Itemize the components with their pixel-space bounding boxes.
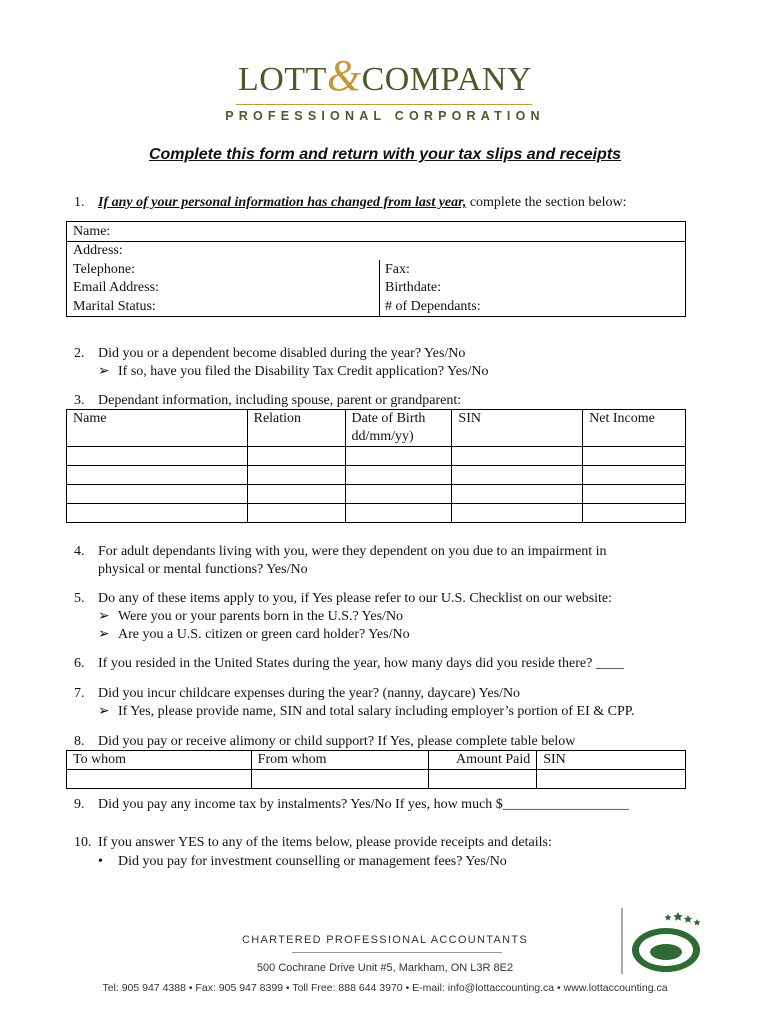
table-cell[interactable]: [67, 770, 252, 789]
table-cell[interactable]: [537, 770, 686, 789]
question-4-cont: physical or mental functions? Yes/No: [98, 562, 308, 577]
table-cell[interactable]: [247, 504, 345, 523]
arrow-bullet-icon: ➢: [98, 704, 110, 719]
question-5: 5. Do any of these items apply to you, if Yes please refer to our U.S. Checklist on our website:: [74, 591, 613, 606]
question-5-sub-1: ➢ Were you or your parents born in the U.S.? Yes/No: [98, 609, 404, 624]
divider: [379, 260, 380, 316]
table-cell[interactable]: [67, 466, 248, 485]
question-4: 4. For adult dependants living with you, were they dependent on you due to an impairment in: [74, 544, 607, 559]
support-payments-table: [66, 750, 686, 789]
arrow-bullet-icon: ➢: [98, 364, 110, 379]
fax-field[interactable]: Fax:: [385, 262, 410, 277]
question-6: 6. If you resided in the United States during the year, how many days did you reside there? ____: [74, 656, 624, 671]
table-cell[interactable]: [452, 466, 583, 485]
logo-divider: [236, 104, 532, 105]
footer-title: CHARTERED PROFESSIONAL ACCOUNTANTS: [241, 934, 529, 946]
marital-status-field[interactable]: Marital Status:: [73, 299, 156, 314]
column-header-from-whom: From whom: [251, 751, 429, 770]
table-cell[interactable]: [345, 504, 452, 523]
table-cell[interactable]: [345, 466, 452, 485]
question-2: 2. Did you or a dependent become disabled during the year? Yes/No: [74, 346, 466, 361]
address-field[interactable]: Address:: [73, 243, 123, 258]
table-cell[interactable]: [251, 770, 429, 789]
logo-subtitle: PROFESSIONAL CORPORATION: [225, 109, 545, 123]
table-row[interactable]: [67, 466, 686, 485]
table-cell[interactable]: [247, 485, 345, 504]
question-5-sub-2: ➢ Are you a U.S. citizen or green card holder? Yes/No: [98, 627, 410, 642]
table-cell[interactable]: [67, 447, 248, 466]
table-cell[interactable]: [345, 485, 452, 504]
dependants-table: [66, 409, 686, 523]
question-9: 9. Did you pay any income tax by instalments? Yes/No If yes, how much $__________________: [74, 797, 629, 812]
table-row[interactable]: [67, 770, 686, 789]
footer-divider: [292, 952, 502, 953]
column-header-name: Name: [67, 410, 248, 447]
table-cell[interactable]: [452, 485, 583, 504]
column-header-sin: SIN: [537, 751, 686, 770]
question-3: 3. Dependant information, including spouse, parent or grandparent:: [74, 393, 462, 408]
arrow-bullet-icon: ➢: [98, 609, 110, 624]
question-2-sub: ➢ If so, have you filed the Disability Tax Credit application? Yes/No: [98, 364, 489, 379]
personal-info-box: [66, 221, 686, 317]
footer-contact: Tel: 905 947 4388 • Fax: 905 947 8399 • Toll Free: 888 644 3970 • E-mail: info@lottaccounting.ca • www.lottaccounting.ca: [102, 982, 668, 994]
table-cell[interactable]: [345, 447, 452, 466]
table-cell[interactable]: [429, 770, 537, 789]
arrow-bullet-icon: ➢: [98, 627, 110, 642]
question-7-sub: ➢ If Yes, please provide name, SIN and total salary including employer’s portion of EI & CPP.: [98, 704, 635, 719]
column-header-dob: Date of Birth dd/mm/yy): [345, 410, 452, 447]
divider: [67, 241, 685, 242]
dependants-count-field[interactable]: # of Dependants:: [385, 299, 481, 314]
seal-icon: [620, 906, 710, 976]
question-10-bullet: • Did you pay for investment counselling or management fees? Yes/No: [98, 854, 507, 869]
bullet-icon: •: [98, 854, 103, 869]
table-cell[interactable]: [583, 504, 686, 523]
table-row[interactable]: [67, 447, 686, 466]
table-cell[interactable]: [67, 485, 248, 504]
company-logo: LOTT&COMPANY: [237, 51, 532, 100]
question-10: 10. If you answer YES to any of the items below, please provide receipts and details:: [74, 835, 552, 850]
table-cell[interactable]: [247, 466, 345, 485]
form-heading: Complete this form and return with your tax slips and receipts: [148, 146, 622, 163]
table-cell[interactable]: [583, 485, 686, 504]
table-cell[interactable]: [583, 466, 686, 485]
question-7: 7. Did you incur childcare expenses during the year? (nanny, daycare) Yes/No: [74, 686, 521, 701]
chamber-of-commerce-seal: [620, 906, 710, 976]
table-cell[interactable]: [452, 447, 583, 466]
birthdate-field[interactable]: Birthdate:: [385, 280, 441, 295]
footer-address: 500 Cochrane Drive Unit #5, Markham, ON L3R 8E2: [256, 962, 514, 974]
column-header-sin: SIN: [452, 410, 583, 447]
email-field[interactable]: Email Address:: [73, 280, 159, 295]
table-row[interactable]: [67, 504, 686, 523]
column-header-amount-paid: Amount Paid: [429, 751, 537, 770]
table-row[interactable]: [67, 485, 686, 504]
table-cell[interactable]: [247, 447, 345, 466]
name-field[interactable]: Name:: [73, 224, 111, 239]
table-header-row: [67, 410, 686, 447]
column-header-relation: Relation: [247, 410, 345, 447]
question-8: 8. Did you pay or receive alimony or child support? If Yes, please complete table below: [74, 734, 576, 749]
column-header-net-income: Net Income: [583, 410, 686, 447]
table-header-row: [67, 751, 686, 770]
table-cell[interactable]: [583, 447, 686, 466]
telephone-field[interactable]: Telephone:: [73, 262, 135, 277]
table-cell[interactable]: [67, 504, 248, 523]
table-cell[interactable]: [452, 504, 583, 523]
question-1: 1. If any of your personal information has changed from last year, complete the section below:: [74, 195, 627, 210]
column-header-to-whom: To whom: [67, 751, 252, 770]
